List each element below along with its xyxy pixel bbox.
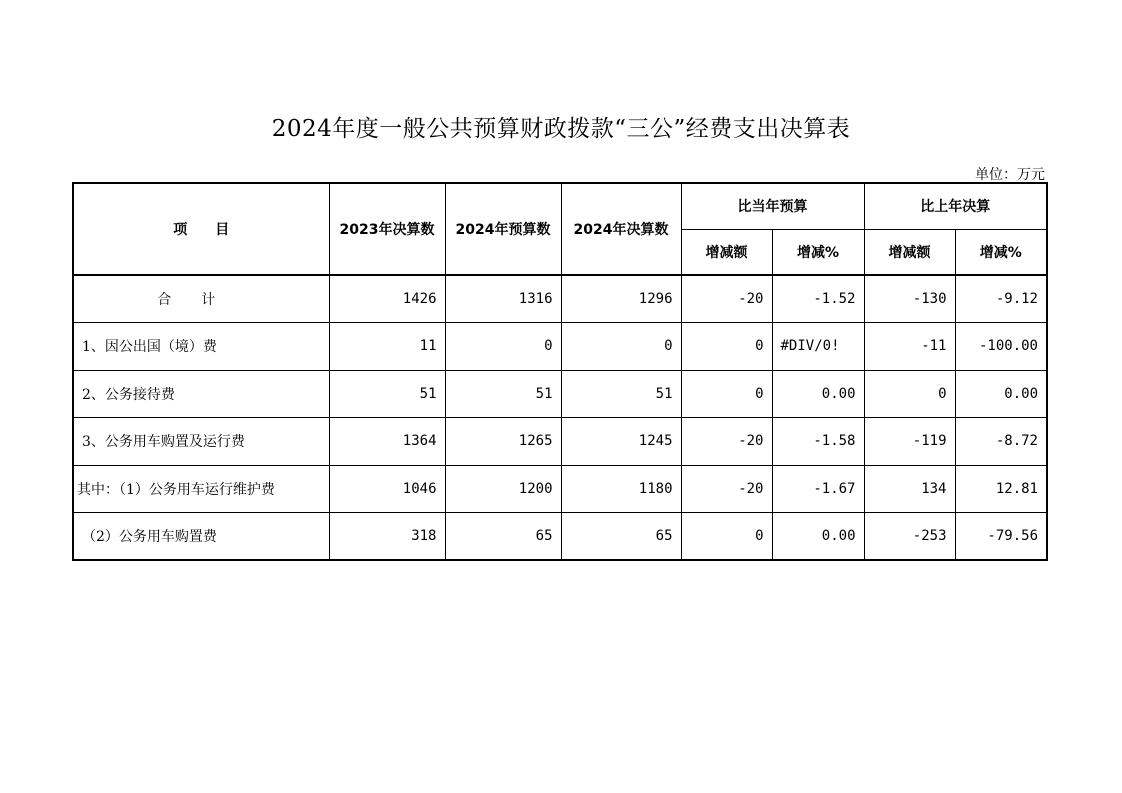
row-label: 合计 — [73, 275, 329, 323]
cell-2024-final: 0 — [561, 323, 681, 371]
cell-vs-last-year-pct: -9.12 — [955, 275, 1047, 323]
table-row — [73, 418, 1047, 466]
cell-2023-final: 11 — [329, 323, 445, 371]
cell-2024-budget: 1265 — [445, 418, 561, 466]
page-title: 2024年度一般公共预算财政拨款“三公”经费支出决算表 — [271, 116, 851, 142]
cell-2023-final: 51 — [329, 370, 445, 418]
unit-label: 单位：万元 — [975, 167, 1045, 183]
cell-2024-budget: 1316 — [445, 275, 561, 323]
cell-vs-last-year-pct: 0.00 — [955, 370, 1047, 418]
cell-vs-budget-pct: #DIV/0! — [772, 323, 864, 371]
table-row-total — [73, 275, 1047, 323]
row-label: 1、因公出国（境）费 — [73, 323, 329, 371]
header-vs-budget-pct: 增减% — [772, 229, 864, 275]
cell-vs-last-year-pct: -8.72 — [955, 418, 1047, 466]
cell-vs-last-year-amount: 134 — [864, 465, 955, 513]
cell-2023-final: 318 — [329, 513, 445, 561]
cell-2023-final: 1046 — [329, 465, 445, 513]
cell-vs-last-year-amount: -130 — [864, 275, 955, 323]
cell-2024-final: 51 — [561, 370, 681, 418]
cell-2024-final: 1180 — [561, 465, 681, 513]
row-label: 其中：（1）公务用车运行维护费 — [73, 465, 329, 513]
row-label: 3、公务用车购置及运行费 — [73, 418, 329, 466]
header-vs-last-year-amount: 增减额 — [864, 229, 955, 275]
cell-vs-budget-amount: 0 — [681, 370, 772, 418]
header-vs-last-year-pct: 增减% — [955, 229, 1047, 275]
table-row — [73, 465, 1047, 513]
cell-2024-final: 1245 — [561, 418, 681, 466]
cell-vs-budget-pct: 0.00 — [772, 370, 864, 418]
cell-2024-final: 65 — [561, 513, 681, 561]
row-label: （2）公务用车购置费 — [73, 513, 329, 561]
table-row — [73, 370, 1047, 418]
header-item: 项 目 — [73, 183, 329, 275]
cell-vs-last-year-amount: -119 — [864, 418, 955, 466]
cell-2024-budget: 51 — [445, 370, 561, 418]
cell-vs-budget-amount: 0 — [681, 323, 772, 371]
header-vs-last-year: 比上年决算 — [864, 183, 1047, 229]
cell-vs-last-year-amount: 0 — [864, 370, 955, 418]
cell-vs-last-year-pct: -79.56 — [955, 513, 1047, 561]
header-2024-final: 2024年决算数 — [561, 183, 681, 275]
cell-2024-budget: 0 — [445, 323, 561, 371]
cell-2024-final: 1296 — [561, 275, 681, 323]
cell-vs-budget-amount: 0 — [681, 513, 772, 561]
cell-2024-budget: 65 — [445, 513, 561, 561]
cell-2023-final: 1426 — [329, 275, 445, 323]
cell-vs-budget-pct: 0.00 — [772, 513, 864, 561]
cell-vs-last-year-pct: 12.81 — [955, 465, 1047, 513]
header-vs-budget: 比当年预算 — [681, 183, 864, 229]
header-2024-budget: 2024年预算数 — [445, 183, 561, 275]
cell-vs-budget-pct: -1.52 — [772, 275, 864, 323]
cell-vs-last-year-pct: -100.00 — [955, 323, 1047, 371]
cell-2024-budget: 1200 — [445, 465, 561, 513]
table-row — [73, 323, 1047, 371]
cell-vs-last-year-amount: -11 — [864, 323, 955, 371]
cell-vs-budget-amount: -20 — [681, 275, 772, 323]
row-label: 2、公务接待费 — [73, 370, 329, 418]
header-2023-final: 2023年决算数 — [329, 183, 445, 275]
cell-vs-budget-pct: -1.67 — [772, 465, 864, 513]
cell-vs-last-year-amount: -253 — [864, 513, 955, 561]
table-row — [73, 513, 1047, 561]
cell-2023-final: 1364 — [329, 418, 445, 466]
cell-vs-budget-pct: -1.58 — [772, 418, 864, 466]
header-vs-budget-amount: 增减额 — [681, 229, 772, 275]
cell-vs-budget-amount: -20 — [681, 418, 772, 466]
budget-table — [72, 182, 1048, 561]
cell-vs-budget-amount: -20 — [681, 465, 772, 513]
